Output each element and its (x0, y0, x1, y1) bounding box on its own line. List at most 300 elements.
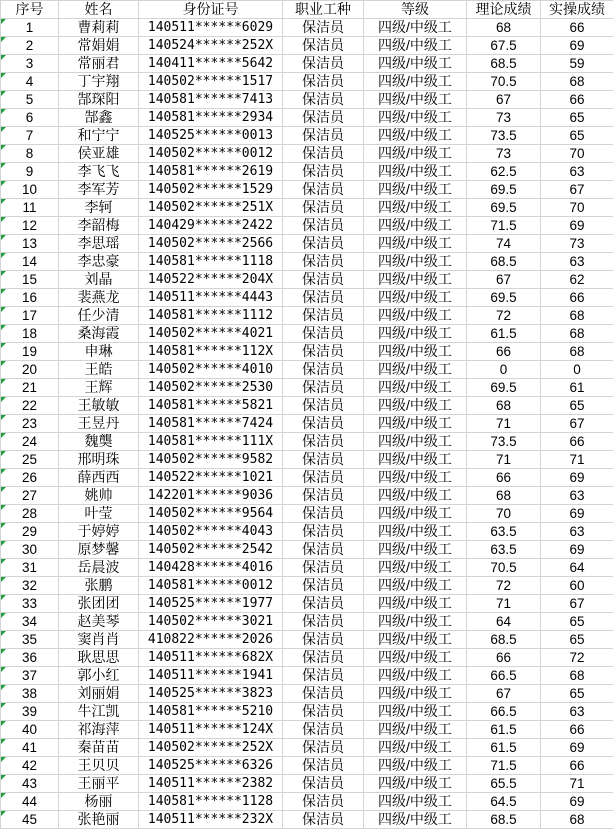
cell-level[interactable]: 四级/中级工 (364, 361, 467, 379)
cell-name[interactable]: 刘丽娟 (59, 685, 139, 703)
cell-name[interactable]: 薛西西 (59, 469, 139, 487)
cell-occupation[interactable]: 保洁员 (283, 271, 364, 289)
cell-id[interactable]: 140581******7424 (139, 415, 283, 433)
cell-theory[interactable]: 68 (467, 19, 541, 37)
cell-index[interactable]: 36 (1, 649, 59, 667)
cell-theory[interactable]: 73 (467, 145, 541, 163)
cell-occupation[interactable]: 保洁员 (283, 253, 364, 271)
cell-index[interactable]: 39 (1, 703, 59, 721)
cell-id[interactable]: 140502******2530 (139, 379, 283, 397)
cell-practical[interactable]: 68 (541, 307, 613, 325)
cell-name[interactable]: 李轲 (59, 199, 139, 217)
cell-name[interactable]: 常丽君 (59, 55, 139, 73)
cell-name[interactable]: 秦苗苗 (59, 739, 139, 757)
cell-name[interactable]: 郭小红 (59, 667, 139, 685)
cell-id[interactable]: 140502******2542 (139, 541, 283, 559)
cell-occupation[interactable]: 保洁员 (283, 721, 364, 739)
cell-name[interactable]: 姚帅 (59, 487, 139, 505)
cell-id[interactable]: 140502******251X (139, 199, 283, 217)
cell-level[interactable]: 四级/中级工 (364, 253, 467, 271)
cell-level[interactable]: 四级/中级工 (364, 397, 467, 415)
cell-occupation[interactable]: 保洁员 (283, 523, 364, 541)
cell-id[interactable]: 140524******252X (139, 37, 283, 55)
cell-practical[interactable]: 66 (541, 433, 613, 451)
cell-occupation[interactable]: 保洁员 (283, 541, 364, 559)
cell-theory[interactable]: 65.5 (467, 775, 541, 793)
cell-level[interactable]: 四级/中级工 (364, 793, 467, 811)
cell-index[interactable]: 30 (1, 541, 59, 559)
cell-level[interactable]: 四级/中级工 (364, 379, 467, 397)
cell-theory[interactable]: 71.5 (467, 757, 541, 775)
cell-practical[interactable]: 63 (541, 163, 613, 181)
cell-practical[interactable]: 65 (541, 109, 613, 127)
header-cell-practical[interactable]: 实操成绩 (541, 1, 613, 19)
cell-id[interactable]: 140511******4443 (139, 289, 283, 307)
cell-id[interactable]: 140502******252X (139, 739, 283, 757)
cell-theory[interactable]: 67 (467, 271, 541, 289)
cell-occupation[interactable]: 保洁员 (283, 577, 364, 595)
cell-level[interactable]: 四级/中级工 (364, 217, 467, 235)
cell-level[interactable]: 四级/中级工 (364, 37, 467, 55)
cell-index[interactable]: 23 (1, 415, 59, 433)
cell-level[interactable]: 四级/中级工 (364, 271, 467, 289)
cell-id[interactable]: 140581******0012 (139, 577, 283, 595)
cell-practical[interactable]: 68 (541, 325, 613, 343)
cell-index[interactable]: 28 (1, 505, 59, 523)
cell-name[interactable]: 李韶梅 (59, 217, 139, 235)
cell-practical[interactable]: 66 (541, 91, 613, 109)
cell-name[interactable]: 牛江凯 (59, 703, 139, 721)
cell-level[interactable]: 四级/中级工 (364, 181, 467, 199)
cell-level[interactable]: 四级/中级工 (364, 613, 467, 631)
cell-occupation[interactable]: 保洁员 (283, 667, 364, 685)
cell-name[interactable]: 刘晶 (59, 271, 139, 289)
cell-index[interactable]: 9 (1, 163, 59, 181)
cell-occupation[interactable]: 保洁员 (283, 703, 364, 721)
cell-index[interactable]: 35 (1, 631, 59, 649)
cell-practical[interactable]: 70 (541, 199, 613, 217)
cell-occupation[interactable]: 保洁员 (283, 469, 364, 487)
cell-occupation[interactable]: 保洁员 (283, 613, 364, 631)
cell-practical[interactable]: 0 (541, 361, 613, 379)
cell-level[interactable]: 四级/中级工 (364, 469, 467, 487)
cell-index[interactable]: 29 (1, 523, 59, 541)
cell-name[interactable]: 裴燕龙 (59, 289, 139, 307)
cell-name[interactable]: 李军芳 (59, 181, 139, 199)
cell-theory[interactable]: 70.5 (467, 73, 541, 91)
cell-index[interactable]: 8 (1, 145, 59, 163)
cell-id[interactable]: 140511******682X (139, 649, 283, 667)
cell-index[interactable]: 12 (1, 217, 59, 235)
cell-name[interactable]: 耿思思 (59, 649, 139, 667)
cell-occupation[interactable]: 保洁员 (283, 109, 364, 127)
cell-id[interactable]: 140502******1529 (139, 181, 283, 199)
cell-index[interactable]: 31 (1, 559, 59, 577)
cell-level[interactable]: 四级/中级工 (364, 631, 467, 649)
cell-name[interactable]: 常娟娟 (59, 37, 139, 55)
cell-id[interactable]: 140581******5821 (139, 397, 283, 415)
cell-practical[interactable]: 63 (541, 487, 613, 505)
cell-practical[interactable]: 63 (541, 703, 613, 721)
cell-index[interactable]: 27 (1, 487, 59, 505)
cell-theory[interactable]: 70 (467, 505, 541, 523)
cell-index[interactable]: 2 (1, 37, 59, 55)
cell-theory[interactable]: 0 (467, 361, 541, 379)
cell-level[interactable]: 四级/中级工 (364, 649, 467, 667)
cell-id[interactable]: 140511******232X (139, 811, 283, 829)
cell-occupation[interactable]: 保洁员 (283, 415, 364, 433)
cell-id[interactable]: 140502******9564 (139, 505, 283, 523)
cell-theory[interactable]: 71 (467, 595, 541, 613)
cell-level[interactable]: 四级/中级工 (364, 757, 467, 775)
cell-id[interactable]: 140428******4016 (139, 559, 283, 577)
cell-id[interactable]: 140511******124X (139, 721, 283, 739)
cell-level[interactable]: 四级/中级工 (364, 127, 467, 145)
cell-name[interactable]: 杨丽 (59, 793, 139, 811)
cell-theory[interactable]: 74 (467, 235, 541, 253)
cell-index[interactable]: 4 (1, 73, 59, 91)
cell-level[interactable]: 四级/中级工 (364, 559, 467, 577)
cell-theory[interactable]: 62.5 (467, 163, 541, 181)
cell-level[interactable]: 四级/中级工 (364, 235, 467, 253)
cell-index[interactable]: 13 (1, 235, 59, 253)
cell-name[interactable]: 王辉 (59, 379, 139, 397)
cell-id[interactable]: 140522******204X (139, 271, 283, 289)
cell-level[interactable]: 四级/中级工 (364, 307, 467, 325)
cell-name[interactable]: 邢明珠 (59, 451, 139, 469)
cell-index[interactable]: 21 (1, 379, 59, 397)
cell-practical[interactable]: 65 (541, 613, 613, 631)
cell-index[interactable]: 16 (1, 289, 59, 307)
cell-id[interactable]: 140581******2619 (139, 163, 283, 181)
cell-name[interactable]: 张鹏 (59, 577, 139, 595)
cell-theory[interactable]: 66 (467, 343, 541, 361)
header-cell-index[interactable]: 序号 (1, 1, 59, 19)
cell-index[interactable]: 20 (1, 361, 59, 379)
cell-id[interactable]: 140525******0013 (139, 127, 283, 145)
cell-name[interactable]: 祁海萍 (59, 721, 139, 739)
cell-practical[interactable]: 69 (541, 739, 613, 757)
cell-theory[interactable]: 68 (467, 487, 541, 505)
cell-practical[interactable]: 66 (541, 757, 613, 775)
cell-name[interactable]: 张艳丽 (59, 811, 139, 829)
cell-level[interactable]: 四级/中级工 (364, 577, 467, 595)
cell-id[interactable]: 410822******2026 (139, 631, 283, 649)
cell-practical[interactable]: 70 (541, 145, 613, 163)
cell-theory[interactable]: 73.5 (467, 127, 541, 145)
cell-occupation[interactable]: 保洁员 (283, 397, 364, 415)
cell-name[interactable]: 岳晨波 (59, 559, 139, 577)
cell-index[interactable]: 25 (1, 451, 59, 469)
cell-id[interactable]: 140581******1118 (139, 253, 283, 271)
cell-theory[interactable]: 61.5 (467, 739, 541, 757)
cell-practical[interactable]: 59 (541, 55, 613, 73)
cell-practical[interactable]: 65 (541, 397, 613, 415)
cell-practical[interactable]: 69 (541, 793, 613, 811)
cell-index[interactable]: 24 (1, 433, 59, 451)
cell-practical[interactable]: 66 (541, 19, 613, 37)
cell-theory[interactable]: 73 (467, 109, 541, 127)
cell-index[interactable]: 18 (1, 325, 59, 343)
cell-occupation[interactable]: 保洁员 (283, 127, 364, 145)
cell-id[interactable]: 140581******7413 (139, 91, 283, 109)
cell-practical[interactable]: 63 (541, 253, 613, 271)
cell-theory[interactable]: 69.5 (467, 289, 541, 307)
cell-practical[interactable]: 65 (541, 685, 613, 703)
cell-index[interactable]: 22 (1, 397, 59, 415)
cell-id[interactable]: 140502******3021 (139, 613, 283, 631)
cell-id[interactable]: 140511******2382 (139, 775, 283, 793)
cell-practical[interactable]: 69 (541, 217, 613, 235)
cell-index[interactable]: 38 (1, 685, 59, 703)
cell-index[interactable]: 26 (1, 469, 59, 487)
cell-level[interactable]: 四级/中级工 (364, 73, 467, 91)
cell-theory[interactable]: 71 (467, 451, 541, 469)
cell-index[interactable]: 15 (1, 271, 59, 289)
cell-occupation[interactable]: 保洁员 (283, 361, 364, 379)
cell-id[interactable]: 140525******1977 (139, 595, 283, 613)
cell-index[interactable]: 11 (1, 199, 59, 217)
cell-id[interactable]: 140581******2934 (139, 109, 283, 127)
cell-occupation[interactable]: 保洁员 (283, 343, 364, 361)
cell-occupation[interactable]: 保洁员 (283, 289, 364, 307)
cell-practical[interactable]: 69 (541, 37, 613, 55)
cell-theory[interactable]: 66.5 (467, 667, 541, 685)
cell-level[interactable]: 四级/中级工 (364, 523, 467, 541)
cell-index[interactable]: 42 (1, 757, 59, 775)
cell-id[interactable]: 140581******111X (139, 433, 283, 451)
cell-occupation[interactable]: 保洁员 (283, 451, 364, 469)
cell-theory[interactable]: 67.5 (467, 37, 541, 55)
cell-name[interactable]: 王皓 (59, 361, 139, 379)
header-cell-occupation[interactable]: 职业工种 (283, 1, 364, 19)
cell-level[interactable]: 四级/中级工 (364, 433, 467, 451)
cell-practical[interactable]: 69 (541, 505, 613, 523)
cell-theory[interactable]: 68.5 (467, 55, 541, 73)
cell-level[interactable]: 四级/中级工 (364, 505, 467, 523)
cell-theory[interactable]: 71.5 (467, 217, 541, 235)
cell-practical[interactable]: 62 (541, 271, 613, 289)
cell-practical[interactable]: 69 (541, 541, 613, 559)
cell-theory[interactable]: 66 (467, 649, 541, 667)
cell-level[interactable]: 四级/中级工 (364, 739, 467, 757)
cell-index[interactable]: 37 (1, 667, 59, 685)
cell-practical[interactable]: 69 (541, 469, 613, 487)
cell-level[interactable]: 四级/中级工 (364, 415, 467, 433)
cell-occupation[interactable]: 保洁员 (283, 145, 364, 163)
cell-name[interactable]: 王敏敏 (59, 397, 139, 415)
cell-theory[interactable]: 68.5 (467, 253, 541, 271)
cell-index[interactable]: 43 (1, 775, 59, 793)
cell-name[interactable]: 于婷婷 (59, 523, 139, 541)
cell-practical[interactable]: 67 (541, 181, 613, 199)
cell-practical[interactable]: 68 (541, 811, 613, 829)
cell-occupation[interactable]: 保洁员 (283, 73, 364, 91)
cell-index[interactable]: 19 (1, 343, 59, 361)
cell-id[interactable]: 140502******4043 (139, 523, 283, 541)
cell-occupation[interactable]: 保洁员 (283, 631, 364, 649)
cell-id[interactable]: 140502******4010 (139, 361, 283, 379)
cell-name[interactable]: 申琳 (59, 343, 139, 361)
cell-occupation[interactable]: 保洁员 (283, 505, 364, 523)
cell-practical[interactable]: 67 (541, 415, 613, 433)
cell-practical[interactable]: 66 (541, 289, 613, 307)
cell-id[interactable]: 140429******2422 (139, 217, 283, 235)
cell-level[interactable]: 四级/中级工 (364, 487, 467, 505)
header-cell-name[interactable]: 姓名 (59, 1, 139, 19)
cell-theory[interactable]: 64.5 (467, 793, 541, 811)
cell-occupation[interactable]: 保洁员 (283, 649, 364, 667)
cell-theory[interactable]: 61.5 (467, 721, 541, 739)
cell-practical[interactable]: 72 (541, 649, 613, 667)
cell-occupation[interactable]: 保洁员 (283, 559, 364, 577)
cell-occupation[interactable]: 保洁员 (283, 433, 364, 451)
cell-level[interactable]: 四级/中级工 (364, 541, 467, 559)
cell-index[interactable]: 14 (1, 253, 59, 271)
cell-occupation[interactable]: 保洁员 (283, 217, 364, 235)
cell-level[interactable]: 四级/中级工 (364, 199, 467, 217)
cell-practical[interactable]: 60 (541, 577, 613, 595)
cell-practical[interactable]: 64 (541, 559, 613, 577)
cell-id[interactable]: 140525******3823 (139, 685, 283, 703)
cell-level[interactable]: 四级/中级工 (364, 775, 467, 793)
cell-index[interactable]: 41 (1, 739, 59, 757)
cell-name[interactable]: 李飞飞 (59, 163, 139, 181)
cell-name[interactable]: 窦肖肖 (59, 631, 139, 649)
cell-practical[interactable]: 68 (541, 343, 613, 361)
cell-theory[interactable]: 68 (467, 397, 541, 415)
cell-occupation[interactable]: 保洁员 (283, 325, 364, 343)
header-cell-id[interactable]: 身份证号 (139, 1, 283, 19)
cell-name[interactable]: 王丽平 (59, 775, 139, 793)
header-cell-level[interactable]: 等级 (364, 1, 467, 19)
cell-level[interactable]: 四级/中级工 (364, 703, 467, 721)
cell-level[interactable]: 四级/中级工 (364, 721, 467, 739)
cell-theory[interactable]: 69.5 (467, 181, 541, 199)
cell-level[interactable]: 四级/中级工 (364, 811, 467, 829)
cell-id[interactable]: 140502******2566 (139, 235, 283, 253)
cell-theory[interactable]: 71 (467, 415, 541, 433)
cell-occupation[interactable]: 保洁员 (283, 37, 364, 55)
cell-id[interactable]: 140511******1941 (139, 667, 283, 685)
cell-name[interactable]: 魏龑 (59, 433, 139, 451)
cell-index[interactable]: 7 (1, 127, 59, 145)
cell-practical[interactable]: 68 (541, 667, 613, 685)
cell-id[interactable]: 142201******9036 (139, 487, 283, 505)
cell-practical[interactable]: 63 (541, 523, 613, 541)
cell-id[interactable]: 140502******4021 (139, 325, 283, 343)
cell-level[interactable]: 四级/中级工 (364, 91, 467, 109)
cell-name[interactable]: 王昱丹 (59, 415, 139, 433)
cell-occupation[interactable]: 保洁员 (283, 775, 364, 793)
cell-occupation[interactable]: 保洁员 (283, 307, 364, 325)
cell-name[interactable]: 张团团 (59, 595, 139, 613)
cell-practical[interactable]: 61 (541, 379, 613, 397)
cell-occupation[interactable]: 保洁员 (283, 595, 364, 613)
cell-practical[interactable]: 71 (541, 451, 613, 469)
cell-index[interactable]: 44 (1, 793, 59, 811)
cell-name[interactable]: 任少清 (59, 307, 139, 325)
cell-index[interactable]: 45 (1, 811, 59, 829)
cell-theory[interactable]: 64 (467, 613, 541, 631)
cell-index[interactable]: 10 (1, 181, 59, 199)
cell-name[interactable]: 李忠豪 (59, 253, 139, 271)
cell-index[interactable]: 32 (1, 577, 59, 595)
cell-occupation[interactable]: 保洁员 (283, 163, 364, 181)
cell-theory[interactable]: 67 (467, 91, 541, 109)
cell-index[interactable]: 33 (1, 595, 59, 613)
cell-name[interactable]: 叶莹 (59, 505, 139, 523)
header-cell-theory[interactable]: 理论成绩 (467, 1, 541, 19)
cell-theory[interactable]: 68.5 (467, 811, 541, 829)
cell-name[interactable]: 曹莉莉 (59, 19, 139, 37)
cell-occupation[interactable]: 保洁员 (283, 199, 364, 217)
cell-id[interactable]: 140502******9582 (139, 451, 283, 469)
cell-name[interactable]: 和宁宁 (59, 127, 139, 145)
cell-occupation[interactable]: 保洁员 (283, 739, 364, 757)
cell-practical[interactable]: 65 (541, 127, 613, 145)
cell-name[interactable]: 郜鑫 (59, 109, 139, 127)
cell-index[interactable]: 3 (1, 55, 59, 73)
cell-index[interactable]: 17 (1, 307, 59, 325)
cell-level[interactable]: 四级/中级工 (364, 685, 467, 703)
cell-theory[interactable]: 72 (467, 307, 541, 325)
cell-occupation[interactable]: 保洁员 (283, 757, 364, 775)
cell-occupation[interactable]: 保洁员 (283, 91, 364, 109)
cell-name[interactable]: 赵美琴 (59, 613, 139, 631)
cell-theory[interactable]: 61.5 (467, 325, 541, 343)
cell-name[interactable]: 李思瑶 (59, 235, 139, 253)
cell-level[interactable]: 四级/中级工 (364, 343, 467, 361)
cell-id[interactable]: 140511******6029 (139, 19, 283, 37)
cell-theory[interactable]: 63.5 (467, 523, 541, 541)
cell-index[interactable]: 6 (1, 109, 59, 127)
cell-theory[interactable]: 63.5 (467, 541, 541, 559)
cell-id[interactable]: 140581******1128 (139, 793, 283, 811)
cell-id[interactable]: 140522******1021 (139, 469, 283, 487)
cell-level[interactable]: 四级/中级工 (364, 289, 467, 307)
cell-theory[interactable]: 69.5 (467, 199, 541, 217)
cell-practical[interactable]: 68 (541, 73, 613, 91)
cell-level[interactable]: 四级/中级工 (364, 145, 467, 163)
cell-theory[interactable]: 72 (467, 577, 541, 595)
cell-id[interactable]: 140502******0012 (139, 145, 283, 163)
cell-theory[interactable]: 69.5 (467, 379, 541, 397)
cell-name[interactable]: 王贝贝 (59, 757, 139, 775)
cell-theory[interactable]: 70.5 (467, 559, 541, 577)
cell-occupation[interactable]: 保洁员 (283, 685, 364, 703)
cell-practical[interactable]: 66 (541, 721, 613, 739)
cell-occupation[interactable]: 保洁员 (283, 181, 364, 199)
cell-practical[interactable]: 71 (541, 775, 613, 793)
cell-occupation[interactable]: 保洁员 (283, 793, 364, 811)
cell-occupation[interactable]: 保洁员 (283, 811, 364, 829)
cell-level[interactable]: 四级/中级工 (364, 325, 467, 343)
cell-theory[interactable]: 68.5 (467, 631, 541, 649)
cell-name[interactable]: 丁宇翔 (59, 73, 139, 91)
cell-id[interactable]: 140581******112X (139, 343, 283, 361)
cell-level[interactable]: 四级/中级工 (364, 595, 467, 613)
cell-index[interactable]: 5 (1, 91, 59, 109)
cell-occupation[interactable]: 保洁员 (283, 235, 364, 253)
cell-level[interactable]: 四级/中级工 (364, 55, 467, 73)
cell-level[interactable]: 四级/中级工 (364, 19, 467, 37)
cell-index[interactable]: 40 (1, 721, 59, 739)
cell-occupation[interactable]: 保洁员 (283, 55, 364, 73)
cell-practical[interactable]: 65 (541, 631, 613, 649)
cell-level[interactable]: 四级/中级工 (364, 163, 467, 181)
cell-occupation[interactable]: 保洁员 (283, 487, 364, 505)
